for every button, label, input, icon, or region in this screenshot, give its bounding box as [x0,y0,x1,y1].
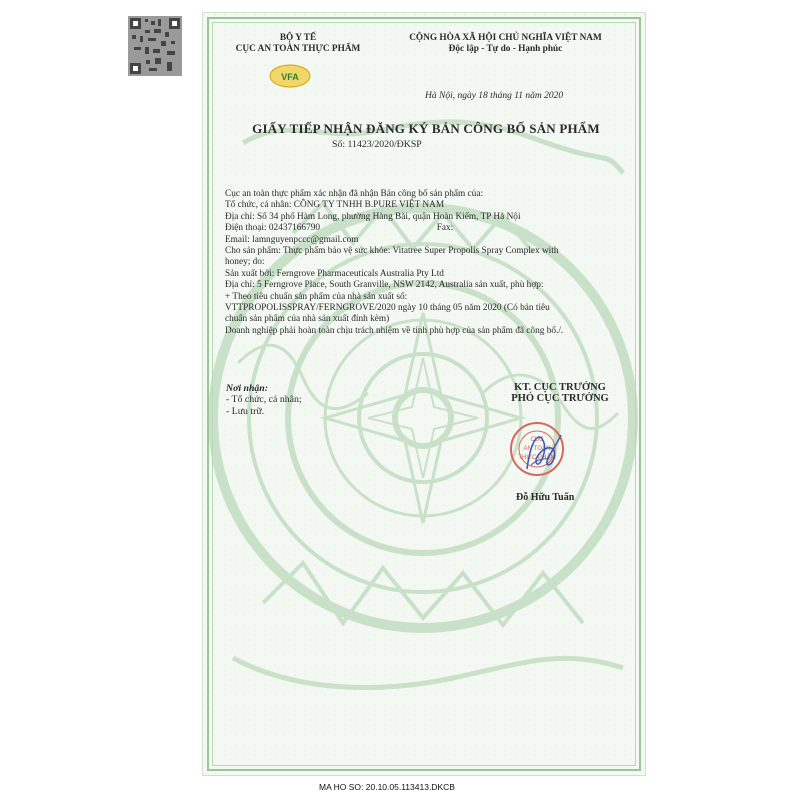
national-header [378,33,633,56]
svg-text:AN TOÀN: AN TOÀN [523,445,551,452]
standard-line-3: chuẩn sản phẩm của nhà sản xuất đính kèm) [225,314,390,325]
signature-title [500,382,620,405]
phone-text: Điện thoại: 02437166790 [225,223,321,234]
signature-title-line-2: PHÓ CỤC TRƯỞNG [511,393,609,405]
standard-line-1: + Theo tiêu chuẩn sản phẩm của nhà sản xuất số: [225,291,408,302]
certificate-page [202,12,646,776]
responsibility-line: Doanh nghiệp phải hoàn toàn chịu trách nhiệm về tính phù hợp của sản phẩm đã công bố./. [225,325,564,336]
qr-code-icon [124,12,186,80]
certificate-body [225,189,630,337]
svg-text:THỰC PHẨM: THỰC PHẨM [518,454,556,461]
ministry-name: BỘ Y TẾ [279,33,317,43]
national-motto: Độc lập - Tự do - Hạnh phúc [448,44,563,55]
product-line-2: honey; do: [225,257,265,268]
organization-line: Tổ chức, cá nhân: CÔNG TY TNHH B.PURE VIỆT NAM [225,200,445,211]
recipients-heading: Nơi nhận: [226,383,269,394]
ministry-header [223,33,373,56]
product-line-1: Cho sản phẩm: Thực phẩm bảo vệ sức khỏe: Vitatree Super Propolis Spray Complex with [225,246,559,257]
svg-text:CỤC: CỤC [530,437,544,443]
document-number: Số: 11423/2020/ĐKSP [332,139,422,150]
phone-fax-line [225,223,630,234]
intro-line: Cục an toàn thực phẩm xác nhận đã nhận Bản công bố sản phẩm của: [225,189,484,199]
handwritten-signature-icon [511,423,566,481]
agency-name: CỤC AN TOÀN THỰC PHẨM [235,44,361,55]
manufacturer-line: Sản xuất bởi: Ferngrove Pharmaceuticals Australia Pty Ltd [225,268,444,279]
issue-date: Hà Nội, ngày 18 tháng 11 năm 2020 [425,91,564,101]
recipient-item: - Tổ chức, cá nhân; [226,394,302,406]
svg-text:VFA: VFA [281,72,299,82]
signature-title-line-1: KT. CỤC TRƯỞNG [514,382,606,393]
country-name: CỘNG HÒA XÃ HỘI CHỦ NGHĨA VIỆT NAM [409,33,602,43]
signer-name: Đỗ Hữu Tuấn [516,492,575,503]
vfa-logo-icon [268,63,312,89]
email-line: Email: lamnguyenpccc@gmail.com [225,234,359,245]
fax-text: Fax: [436,223,454,234]
manufacturer-address-line: Địa chỉ: 5 Ferngrove Place, South Granville, NSW 2142, Australia sản xuất, phù hợp: [225,280,544,291]
recipient-item: - Lưu trữ. [226,405,265,417]
address-line: Địa chỉ: Số 34 phố Hàm Long, phường Hàng Bài, quận Hoàn Kiếm, TP Hà Nội [225,211,521,222]
record-code: MA HO SO: 20.10.05.113413.DKCB [319,782,455,792]
document-title: GIẤY TIẾP NHẬN ĐĂNG KÝ BẢN CÔNG BỐ SẢN PHẨM [252,121,600,136]
recipients-block [226,383,302,417]
standard-line-2: VTTPROPOLISSPRAY/FERNGROVE/2020 ngày 10 tháng 05 năm 2020 (Có bản tiêu [225,303,550,314]
